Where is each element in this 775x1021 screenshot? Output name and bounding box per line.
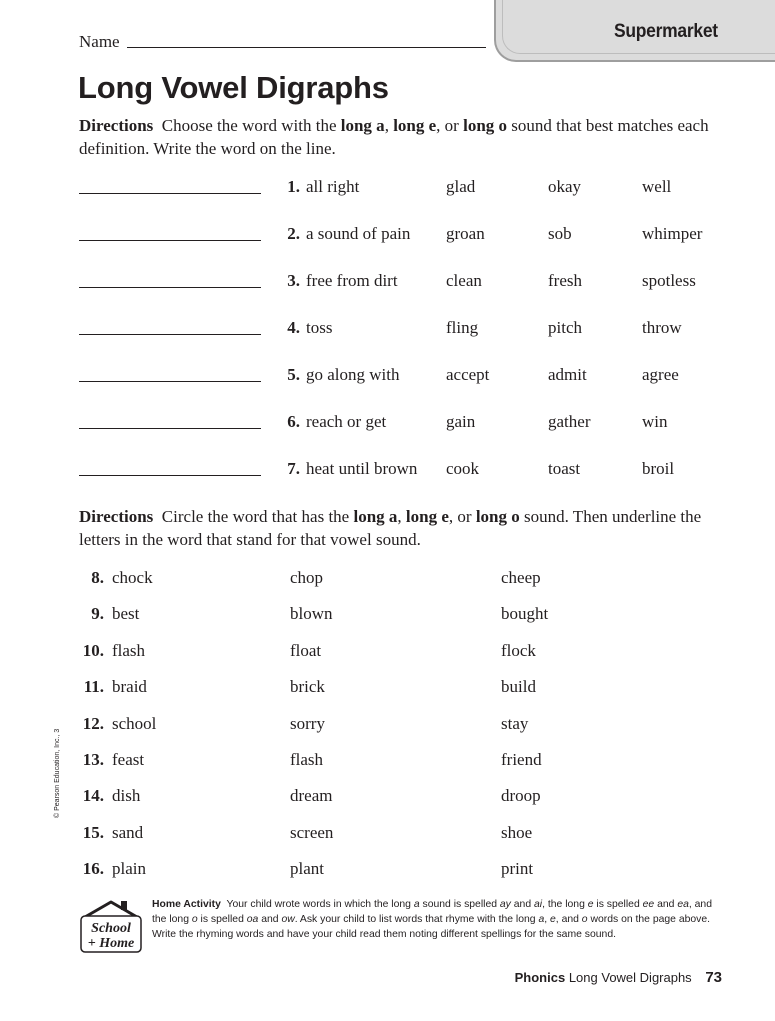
- directions-1-label: Directions: [79, 116, 154, 135]
- word-option[interactable]: flash: [290, 750, 324, 769]
- word-choice: gain: [446, 412, 476, 431]
- item-definition: all right: [306, 177, 360, 196]
- home-activity: Home Activity Your child wrote words in which the long a sound is spelled ay and ai, the long e is spelled ee and ea, and the long o is spelled oa and ow. Ask your child to list words that rhyme with the long a, e, and o words on the page above. Write the rhyming words and have your child read them noting different spellings for the same sound.: [152, 899, 712, 940]
- item-row: [0, 412, 775, 436]
- item-number: 9.: [91, 604, 104, 624]
- item-number: 4.: [287, 318, 300, 337]
- word-choice: gather: [548, 412, 591, 431]
- item-number: 10.: [82, 640, 104, 660]
- word-option[interactable]: plain: [112, 859, 146, 879]
- copyright-notice: © Pearson Education, Inc., 3: [54, 728, 61, 818]
- word-option[interactable]: flash: [112, 640, 146, 660]
- answer-line[interactable]: [79, 274, 261, 288]
- word-choice: sob: [548, 224, 572, 243]
- word-choice: broil: [642, 459, 675, 478]
- word-option[interactable]: screen: [290, 822, 334, 842]
- item-row: [0, 271, 775, 295]
- circle-item-row: [0, 604, 775, 628]
- word-option[interactable]: dream: [290, 786, 333, 806]
- word-option[interactable]: best: [112, 604, 140, 624]
- item-row: [0, 318, 775, 342]
- word-option[interactable]: chock: [112, 568, 153, 587]
- word-choice: win: [642, 412, 668, 431]
- word-option[interactable]: sorry: [290, 713, 325, 733]
- item-number: 11.: [83, 677, 104, 697]
- item-number: 2.: [287, 224, 300, 243]
- word-choice: admit: [548, 365, 587, 384]
- school-home-logo: [77, 897, 145, 955]
- word-choice: clean: [446, 271, 482, 290]
- item-number: 1.: [287, 177, 300, 196]
- answer-line[interactable]: [79, 227, 261, 241]
- item-definition: go along with: [306, 365, 400, 384]
- word-option[interactable]: school: [112, 713, 157, 733]
- name-label: Name: [79, 32, 120, 51]
- item-row: [0, 365, 775, 389]
- word-choice: well: [642, 177, 672, 196]
- item-number: 3.: [287, 271, 300, 290]
- circle-item-row: [0, 641, 775, 665]
- word-option[interactable]: build: [501, 677, 536, 697]
- answer-line[interactable]: [79, 462, 261, 476]
- word-option[interactable]: feast: [112, 750, 145, 769]
- item-row: [0, 459, 775, 483]
- item-definition: a sound of pain: [306, 224, 411, 243]
- page-number: 73: [705, 969, 722, 986]
- circle-item-row: [0, 750, 775, 774]
- circle-item-row: [0, 714, 775, 738]
- item-number: 16.: [82, 859, 104, 879]
- word-choice: fresh: [548, 271, 582, 290]
- circle-item-row: [0, 859, 775, 883]
- item-number: 12.: [82, 713, 104, 733]
- answer-line[interactable]: [79, 415, 261, 429]
- directions-2: Directions Circle the word that has the long a, long e, or long o sound. Then underline the letters in the word that stand for that vowel sound.: [79, 507, 702, 549]
- directions-2-label: Directions: [79, 507, 154, 526]
- item-row: [0, 177, 775, 201]
- word-choice: spotless: [642, 271, 696, 290]
- word-option[interactable]: dish: [112, 786, 141, 806]
- answer-line[interactable]: [79, 321, 261, 335]
- circle-item-row: [0, 568, 775, 592]
- item-row: [0, 224, 775, 248]
- svg-text:+ Home: + Home: [87, 936, 135, 951]
- word-option[interactable]: flock: [501, 640, 536, 660]
- word-option[interactable]: print: [501, 859, 534, 879]
- footer-subject: Phonics: [514, 970, 566, 985]
- directions-1: Directions Choose the word with the long a, long e, or long o sound that best matches each definition. Write the word on the line.: [79, 116, 709, 158]
- word-choice: glad: [446, 177, 476, 196]
- page-footer: [515, 969, 722, 986]
- item-definition: free from dirt: [306, 271, 398, 290]
- word-option[interactable]: blown: [290, 604, 333, 624]
- word-choice: fling: [446, 318, 479, 337]
- item-number: 15.: [82, 822, 104, 842]
- word-option[interactable]: stay: [501, 713, 529, 733]
- answer-line[interactable]: [79, 368, 261, 382]
- word-option[interactable]: plant: [290, 859, 324, 879]
- word-option[interactable]: droop: [501, 786, 541, 806]
- item-number: 14.: [82, 786, 104, 806]
- word-choice: whimper: [642, 224, 703, 243]
- word-choice: pitch: [548, 318, 582, 337]
- word-option[interactable]: brick: [290, 677, 325, 697]
- word-choice: throw: [642, 318, 682, 337]
- circle-item-row: [0, 786, 775, 810]
- word-choice: okay: [548, 177, 582, 196]
- word-choice: groan: [446, 224, 485, 243]
- word-choice: agree: [642, 365, 679, 384]
- footer-topic: Long Vowel Digraphs: [568, 970, 692, 985]
- page-title: Long Vowel Digraphs: [78, 70, 389, 105]
- word-option[interactable]: friend: [501, 750, 542, 769]
- word-choice: accept: [446, 365, 490, 384]
- word-choice: toast: [548, 459, 581, 478]
- word-option[interactable]: sand: [112, 822, 144, 842]
- tab-title: Supermarket: [614, 21, 718, 42]
- word-choice: cook: [446, 459, 480, 478]
- item-definition: reach or get: [306, 412, 387, 431]
- word-option[interactable]: float: [290, 640, 322, 660]
- answer-line[interactable]: [79, 180, 261, 194]
- item-number: 13.: [82, 750, 104, 769]
- circle-item-row: [0, 823, 775, 847]
- svg-text:School: School: [91, 921, 131, 936]
- circle-item-row: [0, 677, 775, 701]
- home-activity-label: Home Activity: [152, 899, 221, 910]
- item-number: 6.: [287, 412, 300, 431]
- word-option[interactable]: chop: [290, 568, 324, 587]
- word-option[interactable]: braid: [112, 677, 147, 697]
- item-number: 7.: [287, 459, 300, 478]
- item-number: 8.: [91, 568, 104, 587]
- item-number: 5.: [287, 365, 300, 384]
- word-option[interactable]: cheep: [501, 568, 541, 587]
- item-definition: heat until brown: [306, 459, 418, 478]
- word-option[interactable]: shoe: [501, 822, 533, 842]
- word-option[interactable]: bought: [501, 604, 549, 624]
- name-line[interactable]: [127, 47, 486, 48]
- item-definition: toss: [306, 318, 333, 337]
